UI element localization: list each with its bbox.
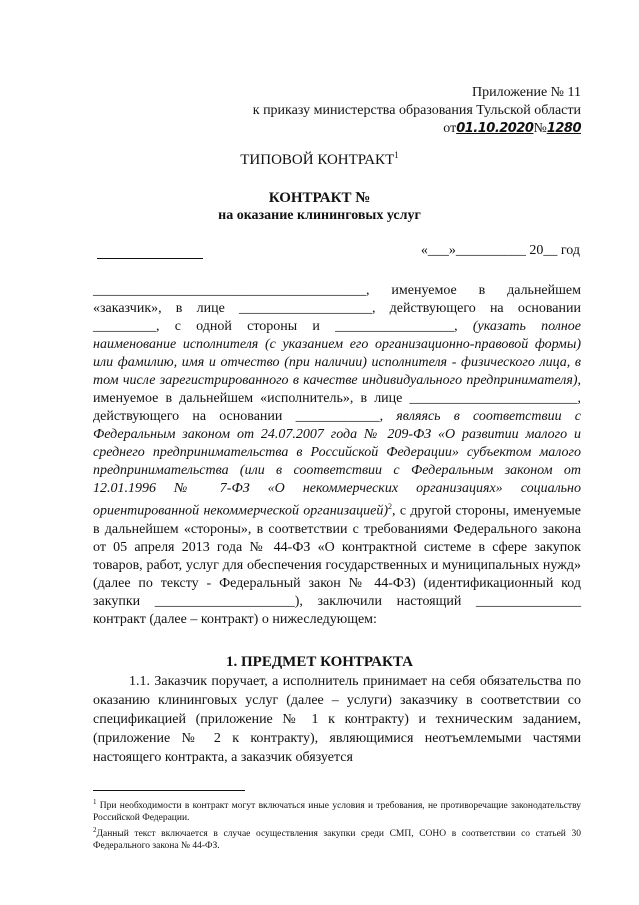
preamble-text-3: , с другой стороны, именуемые в дальнейшем «стороны», в соответствии с требованиями Федерального закона от 05 апреля 2013 года № 44-ФЗ «О контрактной системе в сфере закупок товаров, работ, услуг для обеспечения государственных и муниципальных нужд» (далее по тексту - Федеральный закон № 44-ФЗ) (идентификационный код закупки ____________________), заключили настоящий _______________ контракт (далее – контракт) о нижеследующем: bbox=[93, 503, 581, 627]
preamble-text-1: _______________________________________, именуемое в дальнейшем «заказчик», в лице ___________________, действующего на основании _________, с одной стороны и _________________, bbox=[93, 283, 581, 334]
number-prefix: № bbox=[533, 121, 547, 136]
place-date-line bbox=[97, 243, 580, 261]
footnote-divider bbox=[93, 790, 245, 791]
appendix-line1: Приложение № 11 bbox=[472, 85, 581, 100]
section1-heading: 1. ПРЕДМЕТ КОНТРАКТА bbox=[226, 654, 413, 670]
contract-subject-heading: на оказание клининговых услуг bbox=[218, 208, 421, 223]
date-template: «___»__________ 20__ год bbox=[420, 243, 580, 258]
preamble-italic-2: являясь в соответствии с Федеральным законом от 24.07.2007 года № 209-ФЗ «О развитии малого и среднего предпринимательства в Российской Федерации» субъектом малого предпринимательства (или в соответствии с Федеральным законом от 12.01.1996 № 7-ФЗ «О некоммерческих организациях» социально ориентированной некоммерческой организацией) bbox=[93, 409, 581, 519]
document-title bbox=[0, 150, 639, 169]
date-prefix: от bbox=[443, 121, 457, 136]
order-date-line bbox=[253, 120, 581, 138]
preamble-footnote-ref: 2 bbox=[388, 502, 393, 511]
footnote-2-text: Данный текст включается в случае осуществления закупки среди СМП, СОНО в соответствии со статьей 30 Федерального закона № 44-ФЗ. bbox=[93, 829, 581, 852]
clause-1-1: 1.1. Заказчик поручает, а исполнитель принимает на себя обязательства по оказанию клининговых услуг (далее – услуги) заказчику в соответствии со спецификацией (приложение № 1 к контракту) и техническим заданием, (приложение № 2 к контракту), являющимися неотъемлемыми частями настоящего контракта, а заказчик обязуется bbox=[93, 674, 581, 765]
preamble-italic-1: (указать полное наименование исполнителя (с указанием его организационно-правовой формы) или фамилию, имя и отчество (при наличии) исполнителя - физического лица, в том числе зарегистрированного в качестве индивидуального предпринимателя) bbox=[93, 319, 581, 388]
title-text: ТИПОВОЙ КОНТРАКТ bbox=[240, 152, 395, 168]
contract-number-heading: КОНТРАКТ № bbox=[268, 190, 371, 206]
place-blank bbox=[97, 258, 203, 259]
footnote-1-ref: 1 bbox=[93, 798, 97, 806]
footnote-2-ref: 2 bbox=[93, 826, 97, 835]
appendix-line2: к приказу министерства образования Тульской области bbox=[252, 103, 581, 118]
handwritten-date: 01.10.2020 bbox=[456, 121, 534, 136]
section1-body bbox=[93, 672, 581, 767]
appendix-block bbox=[253, 84, 581, 138]
handwritten-number: 1280 bbox=[546, 121, 581, 136]
footnote-2 bbox=[93, 824, 581, 852]
preamble-text-2: , именуемое в дальнейшем «исполнитель», в лице ________________________, действующего на основании ____________, bbox=[93, 373, 581, 424]
title-footnote-ref: 1 bbox=[394, 150, 399, 160]
footnote-1 bbox=[93, 796, 581, 824]
preamble-paragraph bbox=[93, 282, 581, 629]
footnotes-block bbox=[93, 796, 581, 852]
footnote-1-text: При необходимости в контракт могут включаться иные условия и требования, не противоречащие законодательству Российской Федерации. bbox=[93, 801, 581, 824]
